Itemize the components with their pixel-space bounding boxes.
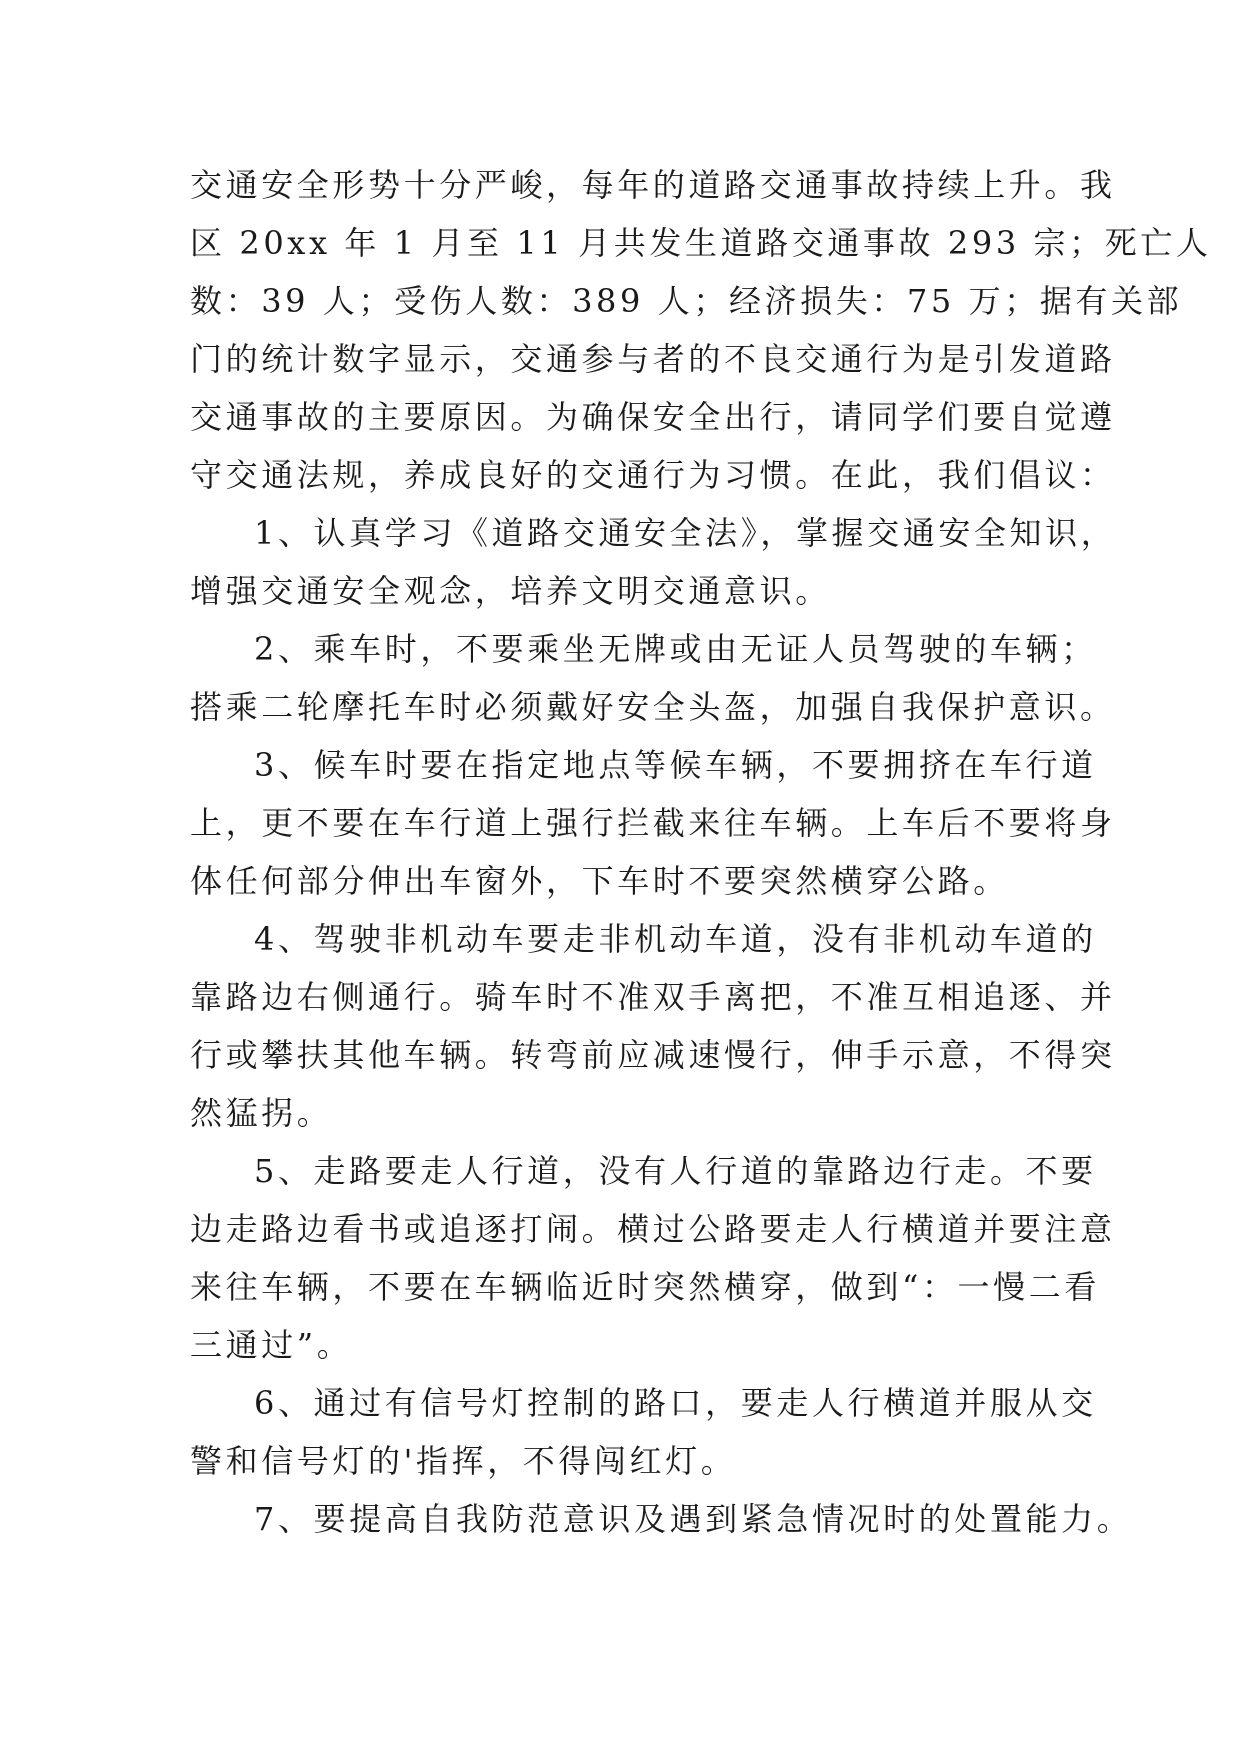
item-5-line: 5、走路要走人行道，没有人行道的靠路边行走。不要 xyxy=(254,1152,1097,1190)
text-line: 交通事故的主要原因。为确保安全出行，请同学们要自觉遵 xyxy=(190,398,1116,436)
item-6-line: 6、通过有信号灯控制的路口，要走人行横道并服从交 xyxy=(254,1384,1097,1422)
item-1-line: 1、认真学习《道路交通安全法》，掌握交通安全知识， xyxy=(254,514,1117,552)
text-line: 来往车辆，不要在车辆临近时突然横穿，做到“：一慢二看 xyxy=(190,1268,1100,1306)
text-line: 警和信号灯的'指挥，不得闯红灯。 xyxy=(190,1442,737,1480)
text-line: 三通过”。 xyxy=(190,1326,353,1364)
text-line: 区 20xx 年 1 月至 11 月共发生道路交通事故 293 宗；死亡人 xyxy=(190,224,1212,262)
text-line: 守交通法规，养成良好的交通行为习惯。在此，我们倡议： xyxy=(190,456,1116,494)
item-3-line: 3、候车时要在指定地点等候车辆，不要拥挤在车行道 xyxy=(254,746,1097,784)
text-line: 交通安全形势十分严峻，每年的道路交通事故持续上升。我 xyxy=(190,166,1116,204)
text-line: 边走路边看书或追逐打闹。横过公路要走人行横道并要注意 xyxy=(190,1210,1116,1248)
text-line: 靠路边右侧通行。骑车时不准双手离把，不准互相追逐、并 xyxy=(190,978,1116,1016)
text-line: 增强交通安全观念，培养文明交通意识。 xyxy=(190,572,831,610)
text-line: 数：39 人；受伤人数：389 人；经济损失：75 万；据有关部 xyxy=(190,282,1183,320)
item-7-line: 7、要提高自我防范意识及遇到紧急情况时的处置能力。 xyxy=(254,1500,1133,1538)
text-line: 搭乘二轮摩托车时必须戴好安全头盔，加强自我保护意识。 xyxy=(190,688,1116,726)
document-body xyxy=(190,156,1212,1548)
text-line: 上，更不要在车行道上强行拦截来往车辆。上车后不要将身 xyxy=(190,804,1116,842)
item-4-line: 4、驾驶非机动车要走非机动车道，没有非机动车道的 xyxy=(254,920,1097,958)
item-2-line: 2、乘车时，不要乘坐无牌或由无证人员驾驶的车辆； xyxy=(254,630,1097,668)
text-line: 行或攀扶其他车辆。转弯前应减速慢行，伸手示意，不得突 xyxy=(190,1036,1116,1074)
text-line: 门的统计数字显示，交通参与者的不良交通行为是引发道路 xyxy=(190,340,1116,378)
text-line: 然猛拐。 xyxy=(190,1094,333,1132)
text-line: 体任何部分伸出车窗外，下车时不要突然横穿公路。 xyxy=(190,862,1009,900)
